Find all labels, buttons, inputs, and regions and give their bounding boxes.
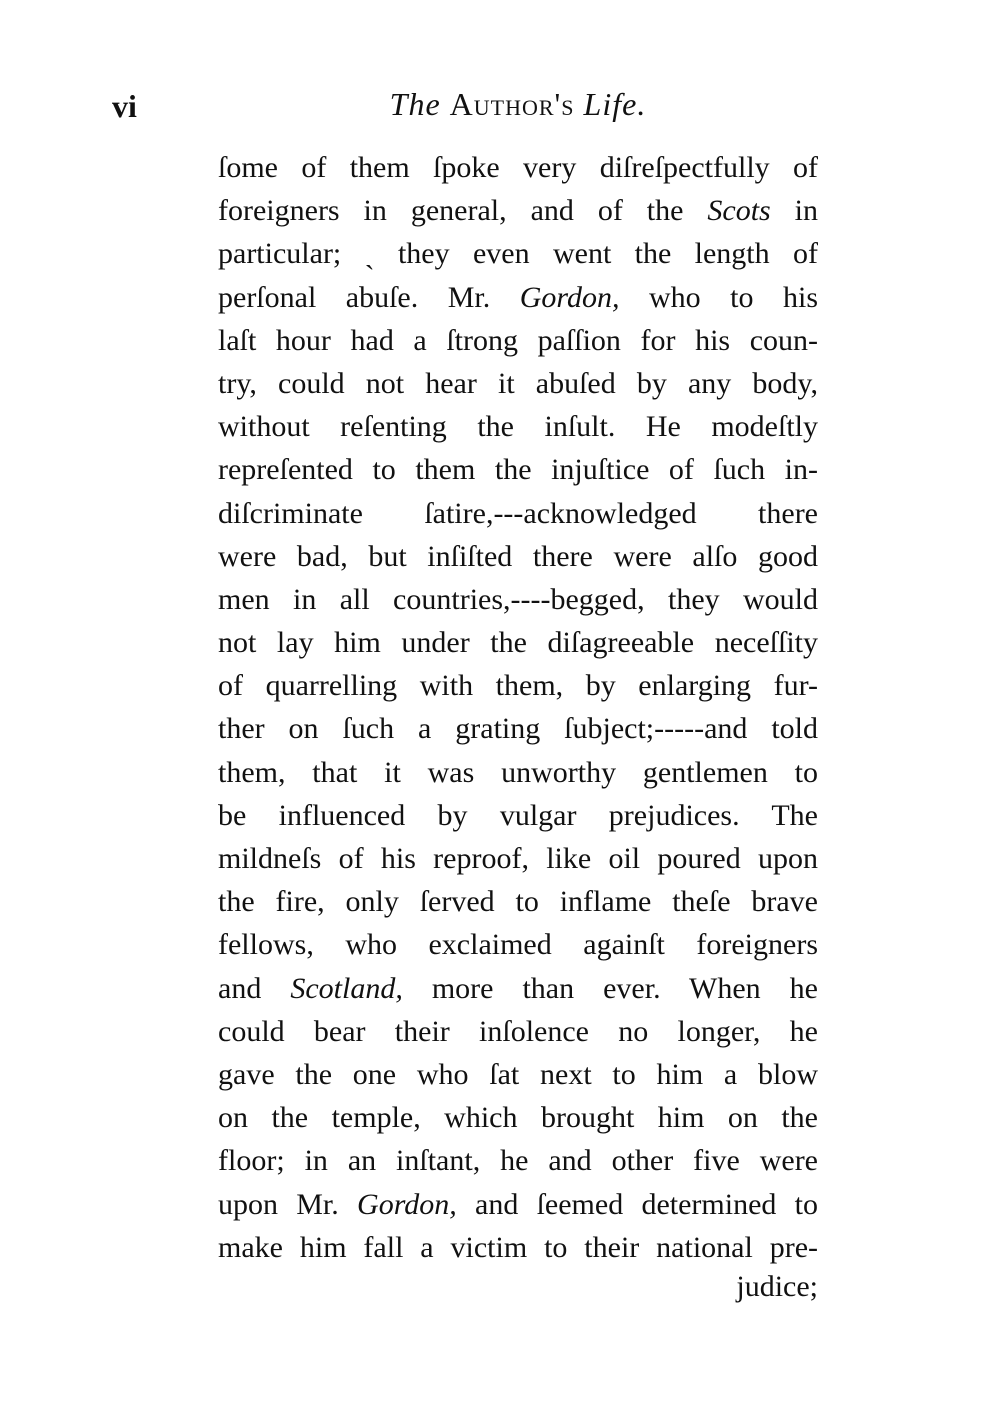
italic-text: Scotland, <box>290 971 403 1005</box>
text-segment: in <box>770 194 818 228</box>
text-line <box>218 967 818 1010</box>
text-segment: upon Mr. <box>218 1187 358 1221</box>
italic-text: Gordon, <box>357 1187 457 1221</box>
text-segment: gave the one who ſat next to him a blow <box>218 1057 818 1091</box>
text-segment: without reſenting the inſult. He modeſtly <box>218 410 818 444</box>
text-line <box>218 707 818 750</box>
text-segment: floor; in an inſtant, he and other five were <box>218 1144 818 1178</box>
text-segment: more than ever. When he <box>402 971 818 1005</box>
text-line <box>218 146 818 189</box>
running-title-the: The <box>389 86 441 122</box>
text-segment: try, could not hear it abuſed by any body, <box>218 366 818 400</box>
text-segment: diſcriminate ſatire,---acknowledged there <box>218 496 818 530</box>
text-segment: make him fall a victim to their national pre- <box>218 1230 818 1264</box>
text-segment: were bad, but inſiſted there were alſo good <box>218 539 818 573</box>
page-number: vi <box>112 88 137 124</box>
running-title-author: Author's <box>449 86 575 122</box>
text-segment: could bear their inſolence no longer, he <box>218 1014 818 1048</box>
text-line <box>218 794 818 837</box>
text-segment: perſonal abuſe. Mr. <box>218 280 520 314</box>
text-line <box>218 621 818 664</box>
text-segment: the fire, only ſerved to inflame theſe brave <box>218 885 818 919</box>
text-segment: ther on ſuch a grating ſubject;-----and told <box>218 712 818 746</box>
text-line <box>218 880 818 923</box>
text-line <box>218 448 818 491</box>
page-body-text <box>218 146 818 1269</box>
text-segment: mildneſs of his reproof, like oil poured upon <box>218 842 818 875</box>
text-segment: and ſeemed determined to <box>456 1187 818 1221</box>
text-line <box>218 1183 818 1226</box>
text-segment: laſt hour had a ſtrong paſſion for his coun- <box>218 323 818 357</box>
text-line <box>218 276 818 319</box>
text-line <box>218 535 818 578</box>
text-line <box>218 578 818 621</box>
text-segment: be influenced by vulgar prejudices. The <box>218 798 818 832</box>
text-segment: of quarrelling with them, by enlarging fur- <box>218 669 818 703</box>
text-line <box>218 1010 818 1053</box>
text-segment: particular; ˎ they even went the length of <box>218 237 818 271</box>
text-segment: them, that it was unworthy gentlemen to <box>218 755 818 789</box>
text-line <box>218 232 818 275</box>
text-segment: on the temple, which brought him on the <box>218 1101 818 1135</box>
text-line <box>218 362 818 405</box>
running-title <box>218 86 818 123</box>
text-segment: and <box>218 971 291 1005</box>
text-segment: not lay him under the diſagreeable neceſſity <box>218 626 818 660</box>
text-segment: who to his <box>619 280 818 314</box>
text-segment: foreigners in general, and of the <box>218 194 708 228</box>
italic-text: Gordon, <box>519 280 620 314</box>
text-line <box>218 751 818 794</box>
text-line <box>218 1139 818 1182</box>
catchword: judice; <box>736 1270 818 1303</box>
text-segment: fellows, who exclaimed againſt foreigners <box>218 928 818 962</box>
text-line <box>218 837 818 880</box>
text-line <box>218 1053 818 1096</box>
text-line <box>218 189 818 232</box>
text-line <box>218 319 818 362</box>
text-line <box>218 405 818 448</box>
text-line <box>218 1096 818 1139</box>
text-segment: ſome of them ſpoke very diſreſpectfully of <box>218 151 818 184</box>
italic-text: Scots <box>707 194 771 228</box>
text-line <box>218 1226 818 1269</box>
text-segment: repreſented to them the injuſtice of ſuch in- <box>218 453 818 487</box>
running-title-life: Life. <box>583 86 647 122</box>
text-segment: men in all countries,----begged, they would <box>218 582 818 616</box>
text-line <box>218 664 818 707</box>
text-line <box>218 492 818 535</box>
text-line <box>218 923 818 966</box>
